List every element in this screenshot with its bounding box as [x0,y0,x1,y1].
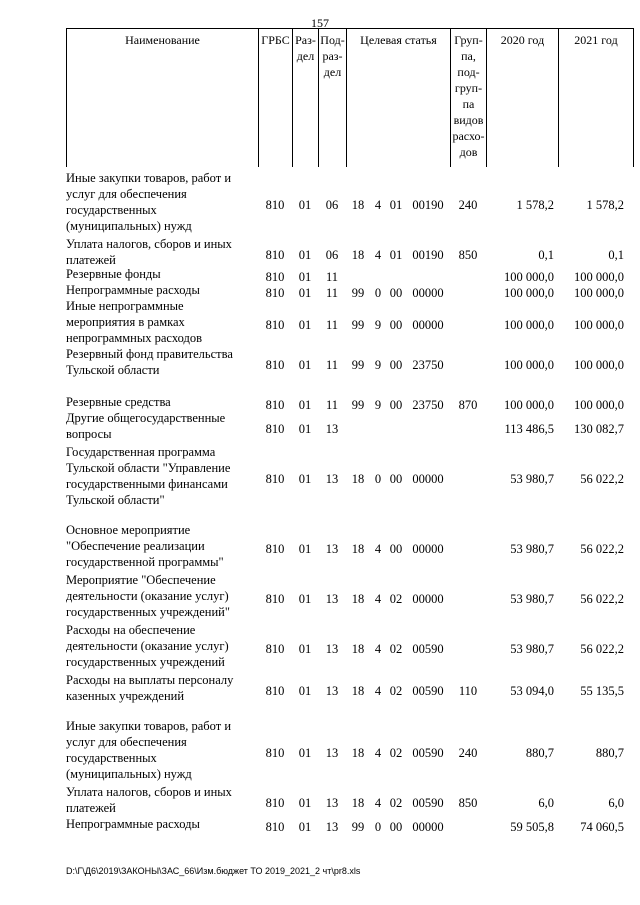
cell-pr: 13 [325,820,339,834]
row-name-line: Расходы на обеспечение [66,623,196,637]
cell-pr: 13 [325,542,339,556]
cell-t1: 18 [351,542,365,556]
header-2021: 2021 год [574,33,618,47]
cell-pr: 06 [325,248,339,262]
row-name [66,282,258,298]
row-name-line: государственной программы" [66,555,224,569]
row-name-line: Тульской области "Управление [66,461,231,475]
row-name-line: вопросы [66,427,112,441]
cell-t3: 00 [389,472,403,486]
row-name-line: мероприятия в рамках [66,315,185,329]
cell-v2021: 55 135,5 [580,684,624,698]
cell-grbs: 810 [265,684,285,698]
cell-rz: 01 [298,358,312,372]
row-name-line: услуг для обеспечения [66,735,187,749]
cell-t1: 18 [351,684,365,698]
cell-t3: 01 [389,198,403,212]
cell-pr: 11 [325,318,339,332]
cell-t3: 02 [389,592,403,606]
cell-v2020: 53 980,7 [510,472,554,486]
row-name-line: государственных [66,203,157,217]
cell-grbs: 810 [265,198,285,212]
row-name-line: государственными финансами [66,477,228,491]
cell-t4: 00000 [412,286,444,300]
row-name-line: Непрограммные расходы [66,817,200,831]
cell-v2020: 100 000,0 [504,286,554,300]
cell-pr: 13 [325,796,339,810]
cell-pr: 13 [325,642,339,656]
cell-grbs: 810 [265,542,285,556]
cell-v2020: 53 980,7 [510,592,554,606]
cell-t1: 18 [351,248,365,262]
cell-v2021: 1 578,2 [586,198,624,212]
cell-grbs: 810 [265,642,285,656]
cell-rz: 01 [298,248,312,262]
cell-t2: 4 [374,542,382,556]
cell-v2021: 100 000,0 [574,358,624,372]
row-name-line: государственных учреждений [66,655,225,669]
cell-t2: 4 [374,796,382,810]
cell-t2: 9 [374,398,382,412]
row-name [66,170,258,234]
cell-grbs: 810 [265,398,285,412]
cell-rz: 01 [298,820,312,834]
cell-t1: 18 [351,472,365,486]
cell-t4: 00190 [412,198,444,212]
cell-rz: 01 [298,270,312,284]
cell-t1: 18 [351,642,365,656]
cell-t3: 02 [389,796,403,810]
cell-grbs: 810 [265,820,285,834]
row-name-line: (муниципальных) нужд [66,767,192,781]
cell-t3: 00 [389,398,403,412]
row-name-line: Иные закупки товаров, работ и [66,171,232,185]
row-name-line: Непрограммные расходы [66,283,200,297]
cell-vr: 240 [458,746,478,760]
row-name-line: деятельности (оказание услуг) [66,639,229,653]
cell-t3: 00 [389,318,403,332]
footer-path: D:\Г\Д6\2019\ЗАКОНЫ\ЗАС_66\Изм.бюджет ТО 2019_2021_2 чт\pr8.xls [66,866,361,876]
cell-v2021: 74 060,5 [580,820,624,834]
row-name-line: государственных [66,751,157,765]
row-name-line: Тульской области [66,363,160,377]
cell-t2: 4 [374,592,382,606]
cell-t4: 00000 [412,472,444,486]
row-name-line: государственных учреждений" [66,605,230,619]
row-name [66,572,258,620]
row-name-line: (муниципальных) нужд [66,219,192,233]
cell-t1: 99 [351,398,365,412]
cell-rz: 01 [298,542,312,556]
cell-rz: 01 [298,318,312,332]
cell-grbs: 810 [265,592,285,606]
cell-t3: 02 [389,684,403,698]
cell-v2020: 100 000,0 [504,398,554,412]
row-name-line: Расходы на выплаты персоналу [66,673,234,687]
row-name [66,410,258,442]
row-name-line: Иные непрограммные [66,299,184,313]
cell-v2021: 56 022,2 [580,642,624,656]
row-name [66,266,258,282]
cell-t2: 4 [374,642,382,656]
row-name [66,444,258,508]
row-name-line: платежей [66,801,116,815]
cell-rz: 01 [298,286,312,300]
row-name-line: Тульской области" [66,493,165,507]
cell-pr: 11 [325,398,339,412]
row-name-line: платежей [66,253,116,267]
cell-pr: 06 [325,198,339,212]
cell-rz: 01 [298,642,312,656]
cell-v2021: 56 022,2 [580,592,624,606]
row-name-line: Другие общегосударственные [66,411,226,425]
cell-v2021: 0,1 [608,248,624,262]
row-name-line: Мероприятие "Обеспечение [66,573,216,587]
cell-rz: 01 [298,472,312,486]
cell-grbs: 810 [265,472,285,486]
cell-vr: 850 [458,248,478,262]
row-name [66,718,258,782]
cell-v2021: 100 000,0 [574,398,624,412]
header-name: Наименование [67,29,259,167]
cell-grbs: 810 [265,746,285,760]
table-header [66,28,634,167]
cell-t3: 02 [389,746,403,760]
cell-v2021: 880,7 [595,746,624,760]
cell-t4: 00590 [412,746,444,760]
cell-t1: 99 [351,820,365,834]
cell-t3: 00 [389,286,403,300]
cell-grbs: 810 [265,318,285,332]
cell-t3: 02 [389,642,403,656]
header-podrazdel: Под- раз- дел [319,29,347,167]
header-2020: 2020 год [487,29,559,167]
row-name-line: Государственная программа [66,445,216,459]
cell-t1: 99 [351,318,365,332]
cell-t2: 4 [374,198,382,212]
cell-grbs: 810 [265,286,285,300]
cell-pr: 13 [325,472,339,486]
cell-grbs: 810 [265,248,285,262]
cell-pr: 11 [325,358,339,372]
cell-v2020: 100 000,0 [504,318,554,332]
cell-pr: 11 [325,270,339,284]
header-razdel: Раз- дел [293,29,319,167]
cell-vr: 110 [458,684,478,698]
header-target: Целевая статья [347,29,451,167]
row-name [66,236,258,268]
row-name [66,298,258,346]
cell-v2020: 53 094,0 [510,684,554,698]
cell-pr: 11 [325,286,339,300]
cell-t3: 00 [389,542,403,556]
header-grbs: ГРБС [259,29,293,167]
cell-t2: 9 [374,318,382,332]
cell-t1: 18 [351,198,365,212]
cell-t4: 00000 [412,592,444,606]
cell-v2021: 100 000,0 [574,318,624,332]
row-name-line: "Обеспечение реализации [66,539,205,553]
cell-pr: 13 [325,592,339,606]
cell-v2020: 100 000,0 [504,358,554,372]
cell-t1: 99 [351,358,365,372]
cell-t1: 99 [351,286,365,300]
cell-v2021: 100 000,0 [574,286,624,300]
cell-rz: 01 [298,796,312,810]
cell-t2: 4 [374,684,382,698]
row-name-line: казенных учреждений [66,689,185,703]
cell-v2021: 130 082,7 [574,422,624,436]
row-name-line: непрограммных расходов [66,331,202,345]
cell-t3: 01 [389,248,403,262]
cell-t4: 00590 [412,796,444,810]
cell-pr: 13 [325,684,339,698]
cell-t1: 18 [351,796,365,810]
cell-grbs: 810 [265,422,285,436]
cell-t4: 00590 [412,684,444,698]
row-name-line: Уплата налогов, сборов и иных [66,785,232,799]
row-name-line: Резервные средства [66,395,171,409]
cell-t4: 00000 [412,542,444,556]
cell-v2021: 56 022,2 [580,542,624,556]
row-name-line: Резервные фонды [66,267,161,281]
cell-grbs: 810 [265,358,285,372]
row-name-line: Основное мероприятие [66,523,191,537]
cell-vr: 870 [458,398,478,412]
cell-grbs: 810 [265,270,285,284]
cell-v2020: 880,7 [525,746,554,760]
cell-pr: 13 [325,746,339,760]
row-name-line: Резервный фонд правительства [66,347,233,361]
cell-t3: 00 [389,820,403,834]
header-group: Груп- па, под- груп- па видов расхо- дов [451,29,487,167]
cell-rz: 01 [298,684,312,698]
row-name [66,622,258,670]
cell-t1: 18 [351,592,365,606]
cell-v2020: 59 505,8 [510,820,554,834]
row-name-line: услуг для обеспечения [66,187,187,201]
cell-v2021: 56 022,2 [580,472,624,486]
cell-t4: 00000 [412,820,444,834]
cell-t4: 00590 [412,642,444,656]
cell-t2: 0 [374,820,382,834]
cell-v2020: 53 980,7 [510,642,554,656]
cell-grbs: 810 [265,796,285,810]
cell-v2020: 1 578,2 [516,198,554,212]
cell-t2: 0 [374,286,382,300]
cell-rz: 01 [298,592,312,606]
cell-t4: 00190 [412,248,444,262]
cell-t4: 23750 [412,398,444,412]
row-name [66,816,258,832]
cell-t3: 00 [389,358,403,372]
cell-v2020: 6,0 [538,796,554,810]
cell-v2021: 6,0 [608,796,624,810]
cell-vr: 240 [458,198,478,212]
cell-pr: 13 [325,422,339,436]
cell-t4: 00000 [412,318,444,332]
cell-t2: 9 [374,358,382,372]
cell-v2020: 100 000,0 [504,270,554,284]
cell-v2020: 53 980,7 [510,542,554,556]
cell-rz: 01 [298,746,312,760]
row-name [66,522,258,570]
cell-rz: 01 [298,198,312,212]
cell-rz: 01 [298,422,312,436]
row-name-line: Иные закупки товаров, работ и [66,719,232,733]
cell-t4: 23750 [412,358,444,372]
cell-t2: 0 [374,472,382,486]
cell-t1: 18 [351,746,365,760]
cell-rz: 01 [298,398,312,412]
page-number: 157 [311,16,329,30]
row-name-line: деятельности (оказание услуг) [66,589,229,603]
cell-t2: 4 [374,248,382,262]
row-name [66,394,258,410]
cell-t2: 4 [374,746,382,760]
cell-v2020: 0,1 [538,248,554,262]
row-name [66,346,258,378]
row-name [66,784,258,816]
cell-vr: 850 [458,796,478,810]
row-name-line: Уплата налогов, сборов и иных [66,237,232,251]
cell-v2020: 113 486,5 [504,422,554,436]
row-name [66,672,258,704]
cell-v2021: 100 000,0 [574,270,624,284]
